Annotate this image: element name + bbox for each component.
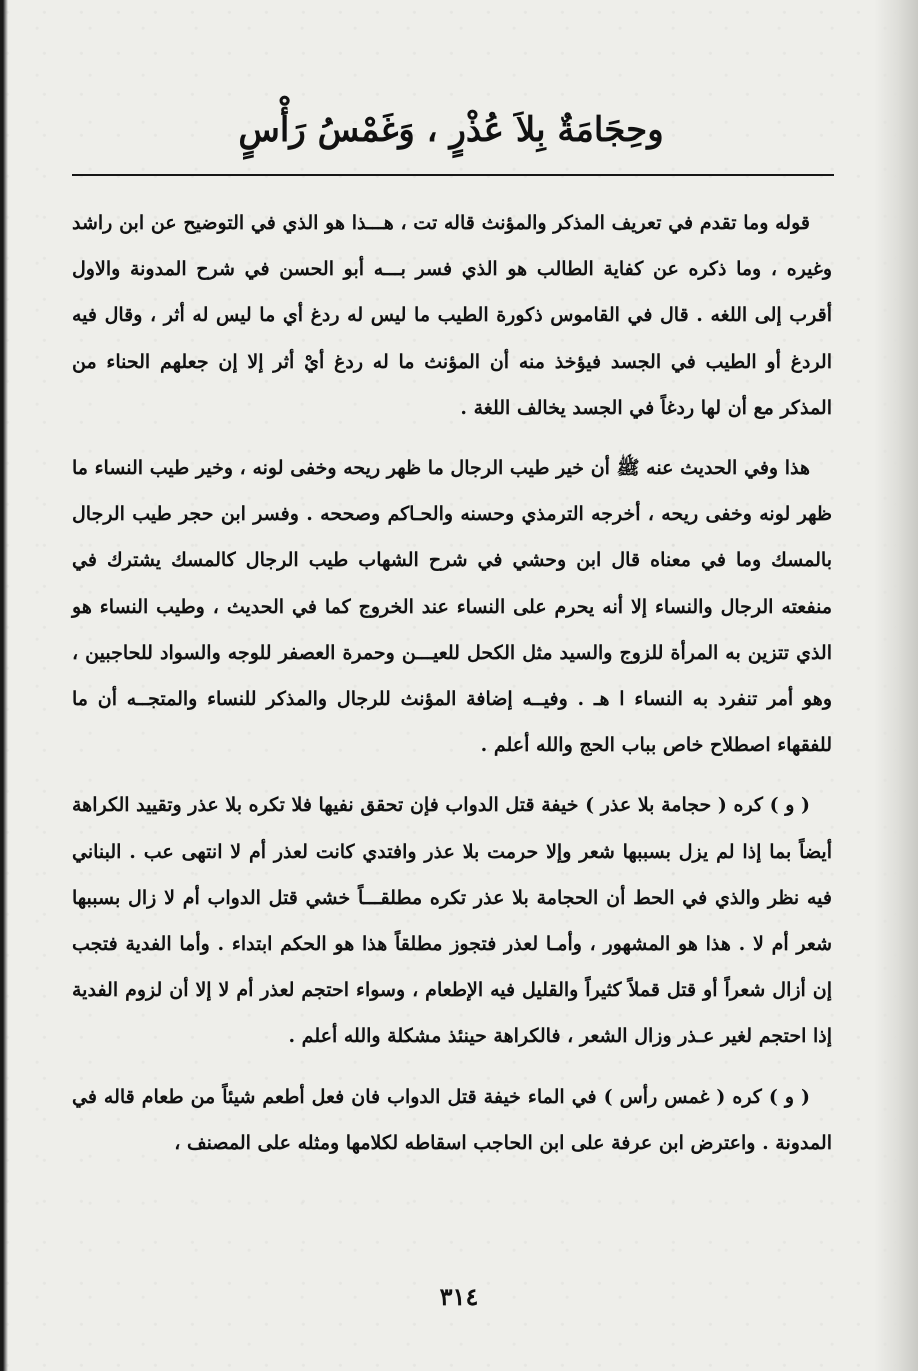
paragraph-1: قوله وما تقدم في تعريف المذكر والمؤنث قاله تت ، هـــذا هو الذي في التوضيح عن ابن راشد وغيره ، وما ذكره عن كفاية الطالب هو الذي فسر بـــه أبو الحسن في شرح المدونة والاول أقرب إلى اللغه . قال في القاموس ذكورة الطيب ما ليس له ردغ أي ما ليس له أثر ، وقال فيه الردغ أو الطيب في الجسد فيؤخذ منه أن المؤنث ما له ردغ أيْ أثر إلا إن جعلهم الحناء من المذكر مع أن لها ردغاً في الجسد يخالف اللغة . [72,212,832,419]
body-text [72,200,832,1180]
page-number: ٣١٤ [439,1282,479,1311]
page-binding-edge [0,0,8,1371]
page-outer-edge [874,0,918,1371]
paragraph-3: ( و ) كره ( حجامة بلا عذر ) خيفة قتل الدواب فإن تحقق نفيها فلا تكره بلا عذر وتقييد الكراهة أيضاً بما إذا لم يزل بسببها شعر وإلا حرمت بلا عذر وافتدي كانت لعذر أم لا انتهى عب . البناني فيه نظر والذي في الحط أن الحجامة بلا عذر تكره مطلقـــاً خشي قتل الدواب أم لا زال بسببها شعر أم لا . هذا هو المشهور ، وأمـا لعذر فتجوز مطلقاً هذا هو الحكم ابتداء . وأما الفدية فتجب إن أزال شعراً أو قتل قملاً كثيراً والقليل فيه الإطعام ، وسواء احتجم لعذر أم لا إلا أن لزوم الفدية إذا احتجم لغير عـذر وزال الشعر ، فالكراهة حينئذ مشكلة والله أعلم . [72,794,832,1048]
paragraph-2: هذا وفي الحديث عنه ﷺ أن خير طيب الرجال ما ظهر ريحه وخفى لونه ، وخير طيب النساء ما ظهر لونه وخفى ريحه ، أخرجه الترمذي وحسنه والحـاكم وصححه . وفسر ابن حجر طيب الرجال بالمسك وما في معناه قال ابن وحشي في شرح الشهاب طيب الرجال كالمسك يشترك في منفعته الرجال والنساء إلا أنه يحرم على النساء عند الخروج كما في الحديث ، وطيب النساء هو الذي تتزين به المرأة للزوج والسيد مثل الكحل للعيـــن وحمرة العصفر للوجه والسواد للحاجبين ، وهو أمر تنفرد به النساء ا هـ . وفيــه إضافة المؤنث للرجال والمذكر للنساء والمتجــه أن ما للفقهاء اصطلاح خاص بباب الحج والله أعلم . [72,457,832,757]
running-header: وحِجَامَةٌ بِلاَ عُذْرٍ ، وَغَمْسُ رَأْسٍ [238,110,664,150]
paragraph-4: ( و ) كره ( غمس رأس ) في الماء خيفة قتل الدواب فان فعل أطعم شيئاً من طعام قاله في المدونة . واعترض ابن عرفة على ابن الحاجب اسقاطه لكلامها ومثله على المصنف ، [72,1085,832,1154]
header-rule [72,174,834,176]
